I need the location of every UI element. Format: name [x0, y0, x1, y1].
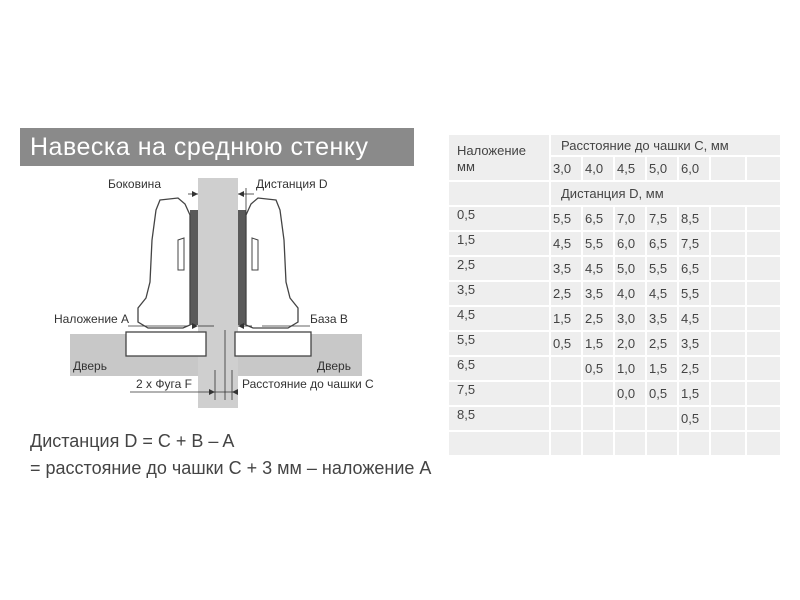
distance-value	[710, 306, 746, 331]
table-row	[448, 356, 781, 381]
distance-value: 4,5	[678, 306, 710, 331]
distance-value: 2,0	[614, 331, 646, 356]
distance-value: 4,0	[614, 281, 646, 306]
distance-value	[746, 406, 781, 431]
label-door-left: Дверь	[73, 359, 107, 373]
hinge-cup-right	[235, 332, 311, 356]
cup-value	[710, 156, 746, 181]
distance-value	[710, 231, 746, 256]
table-row	[448, 231, 781, 256]
distance-value	[746, 381, 781, 406]
row-overlay-value: 0,5	[448, 206, 550, 231]
distance-value: 1,5	[582, 331, 614, 356]
mount-plate-right	[238, 210, 246, 325]
distance-value	[710, 331, 746, 356]
distance-value: 0,5	[646, 381, 678, 406]
hinge-cup-left	[126, 332, 206, 356]
distance-value	[746, 431, 781, 456]
distance-value: 2,5	[678, 356, 710, 381]
distance-value: 0,5	[678, 406, 710, 431]
distance-value: 3,5	[646, 306, 678, 331]
distance-value: 4,5	[646, 281, 678, 306]
distance-value	[746, 356, 781, 381]
table-row	[448, 406, 781, 431]
cup-value: 4,0	[582, 156, 614, 181]
distance-value: 0,0	[614, 381, 646, 406]
distance-value: 3,5	[678, 331, 710, 356]
distance-value: 1,5	[550, 306, 582, 331]
distance-value: 1,5	[646, 356, 678, 381]
table-row	[448, 281, 781, 306]
row-overlay-value: 3,5	[448, 281, 550, 306]
distance-value	[614, 431, 646, 456]
table-row	[448, 431, 781, 456]
distance-value	[746, 281, 781, 306]
distance-value: 5,5	[678, 281, 710, 306]
mount-plate-left	[190, 210, 198, 325]
distance-value: 8,5	[678, 206, 710, 231]
distance-value: 3,5	[582, 281, 614, 306]
distance-value: 2,5	[646, 331, 678, 356]
distance-value: 6,5	[582, 206, 614, 231]
subheader-distance-d: Дистанция D, мм	[550, 181, 781, 206]
distance-value: 3,0	[614, 306, 646, 331]
row-overlay-value: 8,5	[448, 406, 550, 431]
label-cup-c: Расстояние до чашки C	[242, 377, 374, 391]
label-distance-d: Дистанция D	[256, 177, 328, 191]
distance-value: 1,5	[678, 381, 710, 406]
label-overlay-a: Наложение A	[54, 312, 130, 326]
distance-value: 7,5	[646, 206, 678, 231]
table-row	[448, 306, 781, 331]
header-cup-distance: Расстояние до чашки C, мм	[550, 134, 781, 156]
row-overlay-value: 5,5	[448, 331, 550, 356]
distance-value: 5,5	[646, 256, 678, 281]
distance-value: 7,5	[678, 231, 710, 256]
table-row	[448, 381, 781, 406]
formula-line-1: Дистанция D = C + B – A	[30, 431, 235, 451]
distance-value: 1,0	[614, 356, 646, 381]
distance-value	[678, 431, 710, 456]
row-overlay-value: 1,5	[448, 231, 550, 256]
distance-value: 2,5	[582, 306, 614, 331]
distance-value	[746, 206, 781, 231]
row-overlay-value: 4,5	[448, 306, 550, 331]
formula	[30, 428, 431, 482]
distance-value: 2,5	[550, 281, 582, 306]
header-overlay: Наложение мм	[448, 134, 550, 181]
distance-value: 0,5	[582, 356, 614, 381]
distance-value: 6,5	[646, 231, 678, 256]
distance-value	[550, 406, 582, 431]
distance-value	[550, 381, 582, 406]
distance-value: 4,5	[582, 256, 614, 281]
distance-value	[746, 256, 781, 281]
formula-line-2: = расстояние до чашки C + 3 мм – наложение A	[30, 458, 432, 478]
row-overlay-value	[448, 431, 550, 456]
cup-value: 3,0	[550, 156, 582, 181]
distance-value: 6,5	[678, 256, 710, 281]
distance-value	[746, 306, 781, 331]
distance-table	[447, 133, 782, 457]
distance-value: 5,5	[550, 206, 582, 231]
distance-value	[582, 431, 614, 456]
distance-value: 4,5	[550, 231, 582, 256]
distance-value	[550, 356, 582, 381]
distance-value	[746, 231, 781, 256]
distance-value	[710, 356, 746, 381]
table-row	[448, 331, 781, 356]
distance-value	[746, 331, 781, 356]
label-door-right: Дверь	[317, 359, 351, 373]
distance-value	[614, 406, 646, 431]
distance-value	[550, 431, 582, 456]
cup-value	[746, 156, 781, 181]
row-overlay-value: 7,5	[448, 381, 550, 406]
distance-value	[710, 206, 746, 231]
distance-value	[582, 381, 614, 406]
page-title: Навеска на среднюю стенку	[20, 128, 414, 166]
distance-value	[710, 281, 746, 306]
distance-value: 5,0	[614, 256, 646, 281]
label-side: Боковина	[108, 177, 161, 191]
distance-value	[582, 406, 614, 431]
distance-value: 3,5	[550, 256, 582, 281]
distance-value	[646, 431, 678, 456]
table-row	[448, 256, 781, 281]
distance-value	[710, 256, 746, 281]
distance-value	[710, 381, 746, 406]
table-row	[448, 206, 781, 231]
cup-value: 5,0	[646, 156, 678, 181]
distance-value	[646, 406, 678, 431]
subheader-spacer	[448, 181, 550, 206]
distance-value	[710, 406, 746, 431]
distance-value: 5,5	[582, 231, 614, 256]
distance-value	[710, 431, 746, 456]
distance-value: 0,5	[550, 331, 582, 356]
label-gap-f: 2 x Фуга F	[136, 377, 192, 391]
hinge-diagram	[20, 170, 420, 410]
cup-value: 4,5	[614, 156, 646, 181]
row-overlay-value: 6,5	[448, 356, 550, 381]
cup-value: 6,0	[678, 156, 710, 181]
label-base-b: База B	[310, 312, 348, 326]
distance-value: 6,0	[614, 231, 646, 256]
table-body	[448, 206, 781, 456]
distance-value: 7,0	[614, 206, 646, 231]
row-overlay-value: 2,5	[448, 256, 550, 281]
